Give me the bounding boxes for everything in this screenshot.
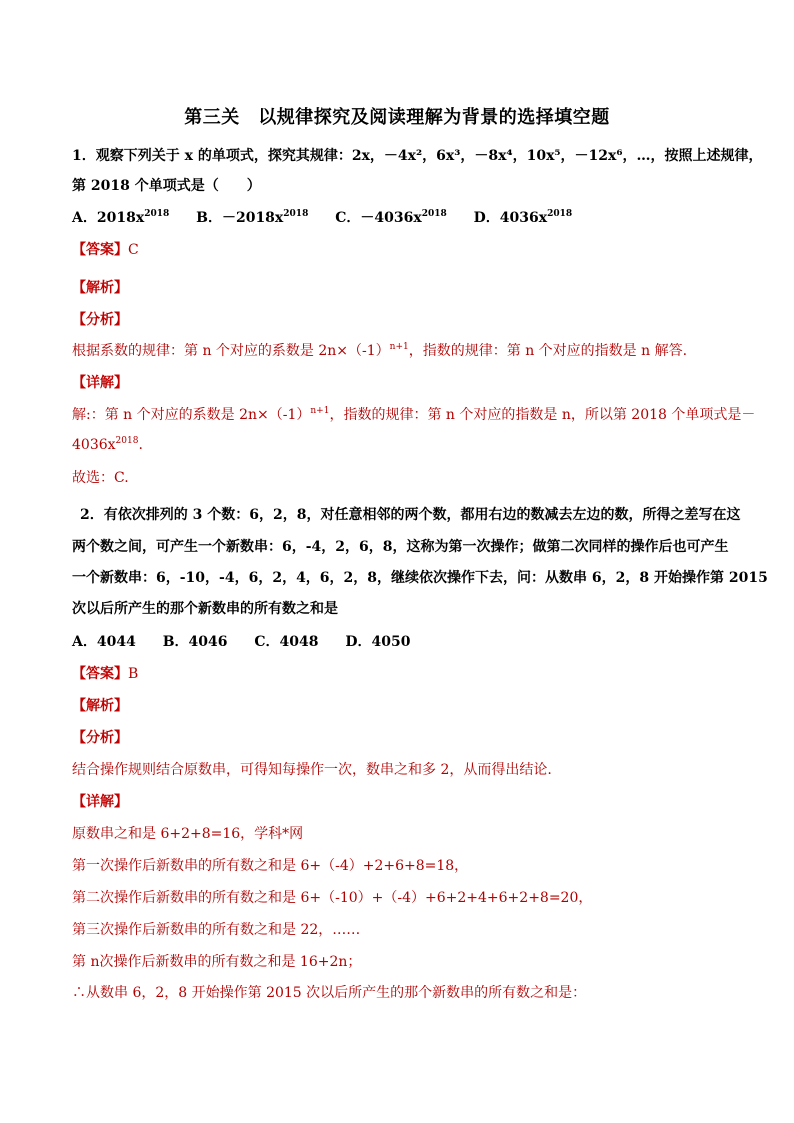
q2-fenxi-label: 【分析】 <box>72 730 128 746</box>
q1-stem-line-2: 第 2018 个单项式是（ ） <box>72 178 261 194</box>
q2-detail-line-3: 第二次操作后新数串的所有数之和是 6+（-10）+（-4）+6+2+4+6+2+8=20， <box>72 890 593 906</box>
q2-stem-line-2: 两个数之间，可产生一个新数串：6，-4，2，6，8，这称为第一次操作；做第二次同样的操作后也可产生 <box>72 539 729 555</box>
q1-fenxi-text: 根据系数的规律：第 n 个对应的系数是 $2n\times(-1)^{n+1}$，指数的规律：第 n 个对应的指数是 n 解答. <box>72 342 688 359</box>
q1-detail-label: 【详解】 <box>72 375 128 391</box>
q2-answer <box>72 664 138 684</box>
q1-options <box>72 208 572 228</box>
q1-conclusion: 故选：C. <box>72 470 129 486</box>
q1-detail-line-1: 解:：第 n 个对应的系数是 $2n\times(-1)^{n+1}$，指数的规律：第 n 个对应的指数是 n，所以第 2018 个单项式是－ <box>72 406 756 423</box>
page-title: 第三关 以规律探究及阅读理解为背景的选择填空题 <box>184 107 610 128</box>
q1-option-b: B．$-2018x^{2018}$ <box>196 209 309 226</box>
q1-answer-value: C <box>128 242 139 258</box>
q1-fenxi-label: 【分析】 <box>72 312 128 328</box>
q1-answer-label: 【答案】 <box>72 242 128 258</box>
q1-option-a: A．$2018x^{2018}$ <box>72 209 170 226</box>
q2-option-a: A．4044 <box>72 634 136 650</box>
q1-option-d: D．$4036x^{2018}$ <box>473 209 573 226</box>
q2-answer-label: 【答案】 <box>72 666 128 682</box>
q1-stem-line-1: 1．观察下列关于 x 的单项式，探究其规律：2x，－4x²，6x³，－8x⁴，10x⁵，－12x⁶，…，按照上述规律， <box>72 148 763 164</box>
q2-fenxi-text: 结合操作规则结合原数串，可得知每操作一次，数串之和多 2，从而得出结论. <box>72 762 552 778</box>
q2-stem-line-3: 一个新数串：6，-10，-4，6，2，4，6，2，8，继续依次操作下去，问：从数串 6，2，8 开始操作第 2015 <box>72 570 768 586</box>
q2-option-b: B．4046 <box>162 634 228 650</box>
q2-options <box>72 632 410 652</box>
q2-stem-line-4: 次以后所产生的那个新数串的所有数之和是 <box>72 601 338 617</box>
q2-option-c: C．4048 <box>254 634 319 650</box>
q2-detail-line-2: 第一次操作后新数串的所有数之和是 6+（-4）+2+6+8=18， <box>72 858 469 874</box>
q1-answer <box>72 240 139 260</box>
q2-detail-line-1: 原数串之和是 6+2+8=16，学科*网 <box>72 826 304 842</box>
q2-option-d: D．4050 <box>345 634 411 650</box>
q2-detail-label: 【详解】 <box>72 794 128 810</box>
q2-detail-line-4: 第三次操作后新数串的所有数之和是 22，…… <box>72 922 361 938</box>
q2-detail-line-5: 第 n次操作后新数串的所有数之和是 16+2n； <box>72 954 362 970</box>
q1-option-c: C．$-4036x^{2018}$ <box>335 209 447 226</box>
q1-analysis-label: 【解析】 <box>72 280 128 296</box>
q2-analysis-label: 【解析】 <box>72 698 128 714</box>
q2-detail-line-6: ∴从数串 6，2，8 开始操作第 2015 次以后所产生的那个新数串的所有数之和是： <box>72 985 587 1001</box>
q2-answer-value: B <box>128 666 139 682</box>
q2-stem-line-1: 2．有依次排列的 3 个数：6，2，8，对任意相邻的两个数，都用右边的数减去左边的数，所得之差写在这 <box>80 507 741 523</box>
q1-detail-line-2: $4036x^{2018}$. <box>72 436 143 453</box>
